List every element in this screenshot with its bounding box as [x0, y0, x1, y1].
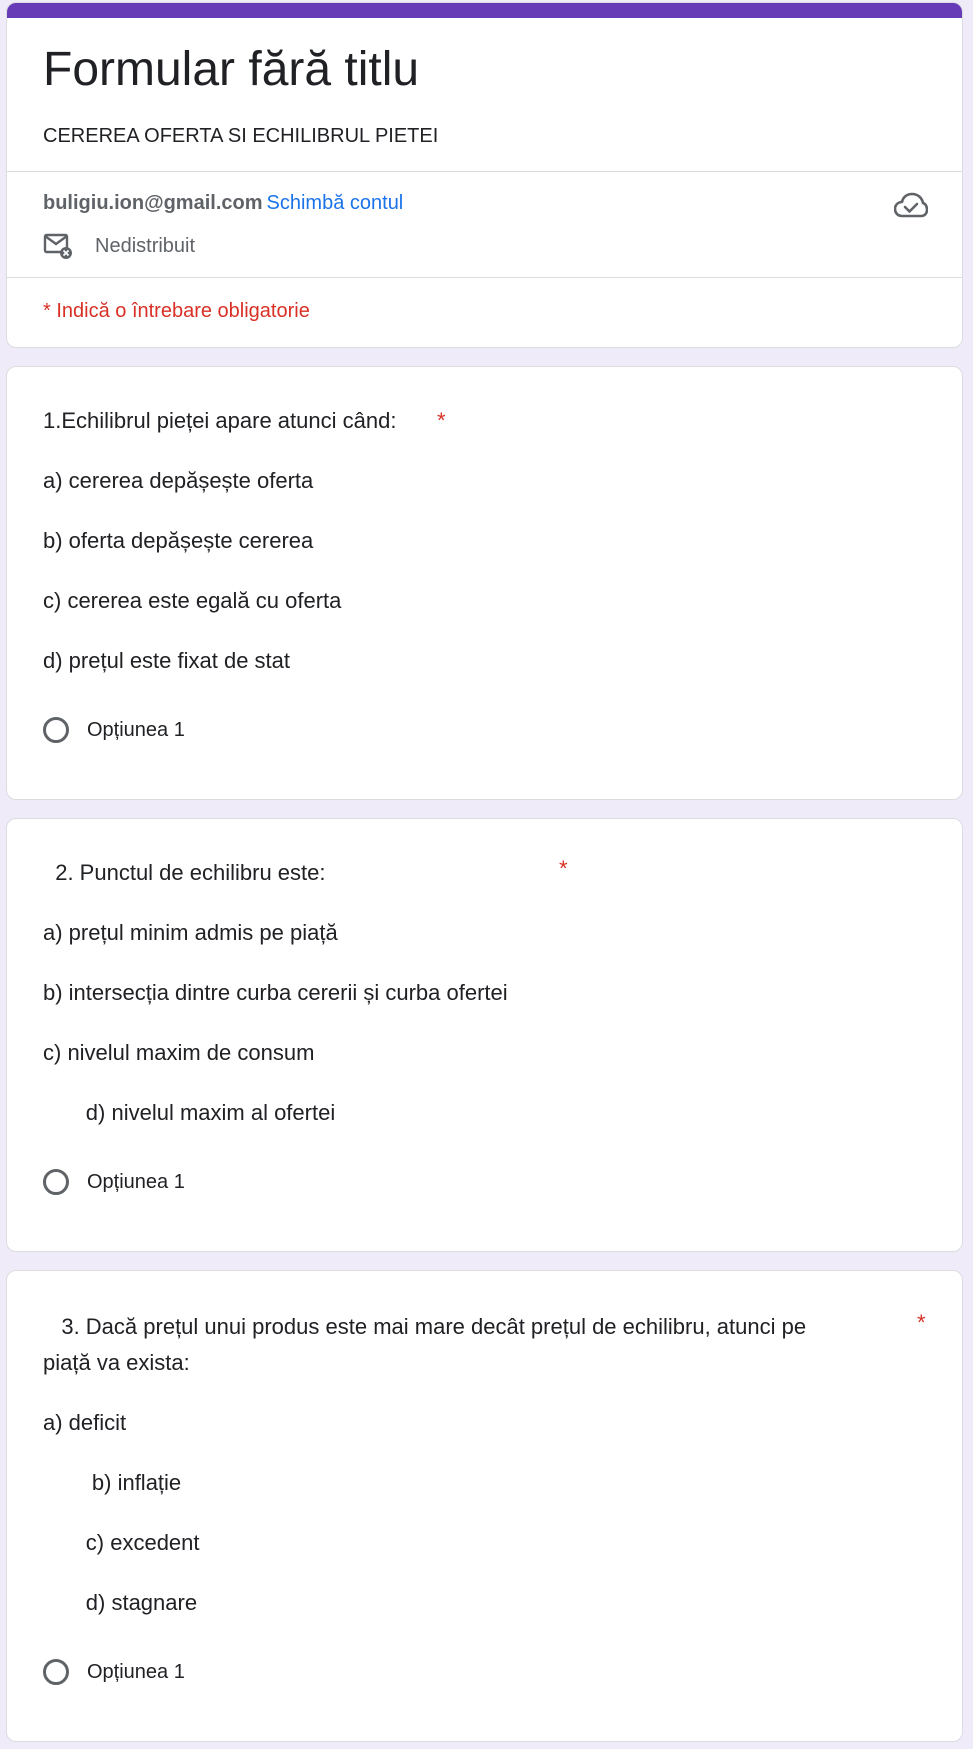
header-divider	[7, 171, 962, 172]
question-line: a) cererea depășește oferta	[43, 468, 314, 493]
question-title: 2. Punctul de echilibru este:	[43, 860, 326, 885]
question-line: a) deficit	[43, 1410, 127, 1435]
account-email: buligiu.ion@gmail.com	[43, 192, 263, 214]
required-note: * Indică o întrebare obligatorie	[43, 300, 310, 322]
cloud-check-icon[interactable]	[894, 191, 928, 221]
radio-option-1[interactable]	[43, 717, 185, 743]
required-asterisk: *	[437, 408, 446, 433]
question-line: b) intersecția dintre curba cererii și curba ofertei	[43, 980, 508, 1005]
required-asterisk: *	[917, 1310, 926, 1335]
question-line: d) prețul este fixat de stat	[43, 648, 291, 673]
mail-unshared-icon	[43, 232, 75, 260]
radio-icon[interactable]	[43, 1169, 69, 1195]
switch-account-link[interactable]: Schimbă contul	[266, 192, 404, 214]
radio-option-1[interactable]	[43, 1169, 185, 1195]
form-accent-bar	[7, 3, 962, 18]
question-line: c) cererea este egală cu oferta	[43, 588, 342, 613]
question-line: d) nivelul maxim al ofertei	[43, 1100, 336, 1125]
question-line: b) inflație	[43, 1470, 182, 1495]
radio-icon[interactable]	[43, 1659, 69, 1685]
form-title: Formular fără titlu	[43, 43, 420, 96]
question-card-1	[6, 366, 963, 800]
question-card-3	[6, 1270, 963, 1742]
account-row	[43, 189, 403, 217]
option-label: Opțiunea 1	[87, 718, 185, 741]
radio-icon[interactable]	[43, 717, 69, 743]
radio-option-1[interactable]	[43, 1659, 185, 1685]
question-card-2	[6, 818, 963, 1252]
question-title: 3. Dacă prețul unui produs este mai mare decât prețul de echilibru, atunci pe	[43, 1314, 807, 1339]
option-label: Opțiunea 1	[87, 1170, 185, 1193]
share-status-text: Nedistribuit	[95, 234, 196, 257]
form-header-card	[6, 2, 963, 348]
question-line: d) stagnare	[43, 1590, 198, 1615]
question-title: 1.Echilibrul pieței apare atunci când:	[43, 408, 397, 433]
question-line: c) nivelul maxim de consum	[43, 1040, 315, 1065]
form-description: CEREREA OFERTA SI ECHILIBRUL PIETEI	[43, 125, 439, 147]
question-line: a) prețul minim admis pe piață	[43, 920, 338, 945]
share-status-row	[43, 229, 195, 263]
question-title-continued: piață va exista:	[43, 1350, 190, 1375]
question-line: c) excedent	[43, 1530, 200, 1555]
header-divider-2	[7, 277, 962, 278]
option-label: Opțiunea 1	[87, 1660, 185, 1683]
question-line: b) oferta depășește cererea	[43, 528, 314, 553]
required-asterisk: *	[559, 856, 568, 881]
